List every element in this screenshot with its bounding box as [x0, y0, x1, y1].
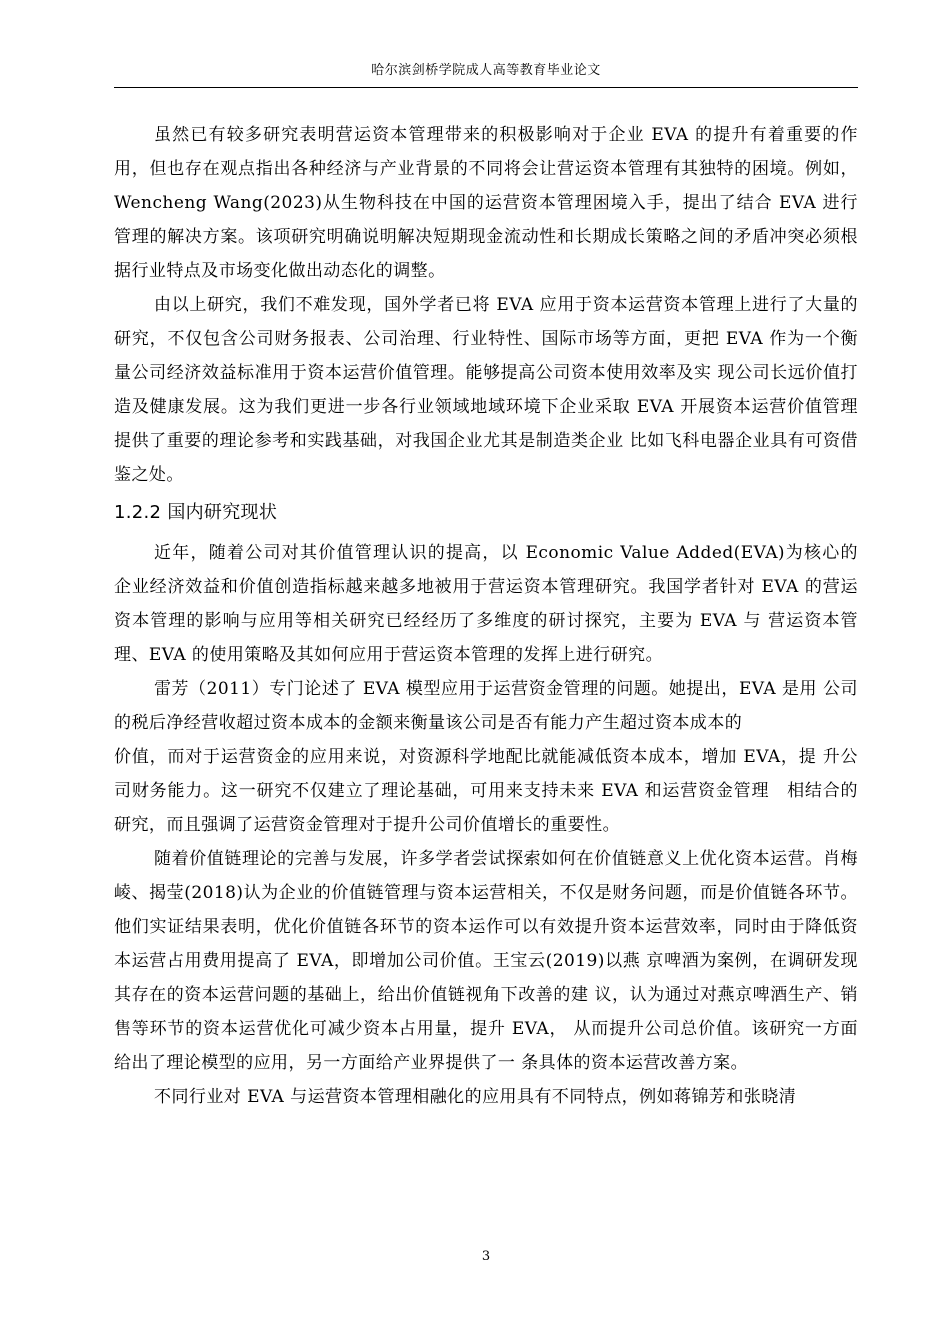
page-number: 3 [481, 1249, 491, 1264]
paragraph: 雷芳（2011）专门论述了 EVA 模型应用于运营资金管理的问题。她提出，EVA 是用 公司的税后净经营收超过资本成本的金额来衡量该公司是否有能力产生超过资本成本的 [114, 679, 858, 733]
paragraph: 随着价值链理论的完善与发展，许多学者尝试探索如何在价值链意义上优化资本运营。肖梅崚、揭莹(2018)认为企业的价值链管理与资本运营相关，不仅是财务问题，而是价值链各环节。他们实证结果表明，优化价值链各环节的资本运作可以有效提升资本运营效率，同时由于降低资本运营占用费用提高了 EVA，即增加公司价值。王宝云(2019)以燕 京啤酒为案例，在调研发现其存在的资本运营问题的基础上，给出价值链视角下改善的建 议，认为通过对燕京啤酒生产、销售等环节的资本运营优化可减少资本占用量，提升 EVA， 从而提升公司总价值。该研究一方面给出了理论模型的应用，另一方面给产业界提供了一 条具体的资本运营改善方案。 [114, 849, 858, 1073]
header-divider [114, 87, 858, 88]
paragraph: 近年，随着公司对其价值管理认识的提高，以 Economic Value Added(EVA)为核心的 企业经济效益和价值创造指标越来越多地被用于营运资本管理研究。我国学者针对 EVA 的营运资本管理的影响与应用等相关研究已经经历了多维度的研讨探究，主要为 EVA 与 营运资本管理、EVA 的使用策略及其如何应用于营运资本管理的发挥上进行研究。 [114, 543, 858, 665]
page-header: 哈尔滨剑桥学院成人高等教育毕业论文 [371, 63, 601, 78]
document-body [114, 118, 858, 1114]
paragraph-continuation: 价值，而对于运营资金的应用来说，对资源科学地配比就能减低资本成本，增加 EVA，提 升公司财务能力。这一研究不仅建立了理论基础，可用来支持未来 EVA 和运营资金管理 相结合的研究，而且强调了运营资金管理对于提升公司价值增长的重要性。 [114, 747, 858, 835]
paragraph: 由以上研究，我们不难发现，国外学者已将 EVA 应用于资本运营资本管理上进行了大量的研究，不仅包含公司财务报表、公司治理、行业特性、国际市场等方面，更把 EVA 作为一个衡量公司经济效益标准用于资本运营价值管理。能够提高公司资本使用效率及实 现公司长远价值打造及健康发展。这为我们更进一步各行业领域地域环境下企业采取 EVA 开展资本运营价值管理提供了重要的理论参考和实践基础，对我国企业尤其是制造类企业 比如飞科电器企业具有可资借鉴之处。 [114, 295, 858, 485]
paragraph: 虽然已有较多研究表明营运资本管理带来的积极影响对于企业 EVA 的提升有着重要的作用，但也存在观点指出各种经济与产业背景的不同将会让营运资本管理有其独特的困境。例如，Wencheng Wang(2023)从生物科技在中国的运营资本管理困境入手，提出了结合 EVA 进行管理的解决方案。该项研究明确说明解决短期现金流动性和长期成长策略之间的矛盾冲突必须根据行业特点及市场变化做出动态化的调整。 [114, 125, 858, 281]
section-heading: 1.2.2 国内研究现状 [114, 502, 278, 523]
paragraph: 不同行业对 EVA 与运营资本管理相融化的应用具有不同特点，例如蒋锦芳和张晓清 [154, 1087, 797, 1107]
